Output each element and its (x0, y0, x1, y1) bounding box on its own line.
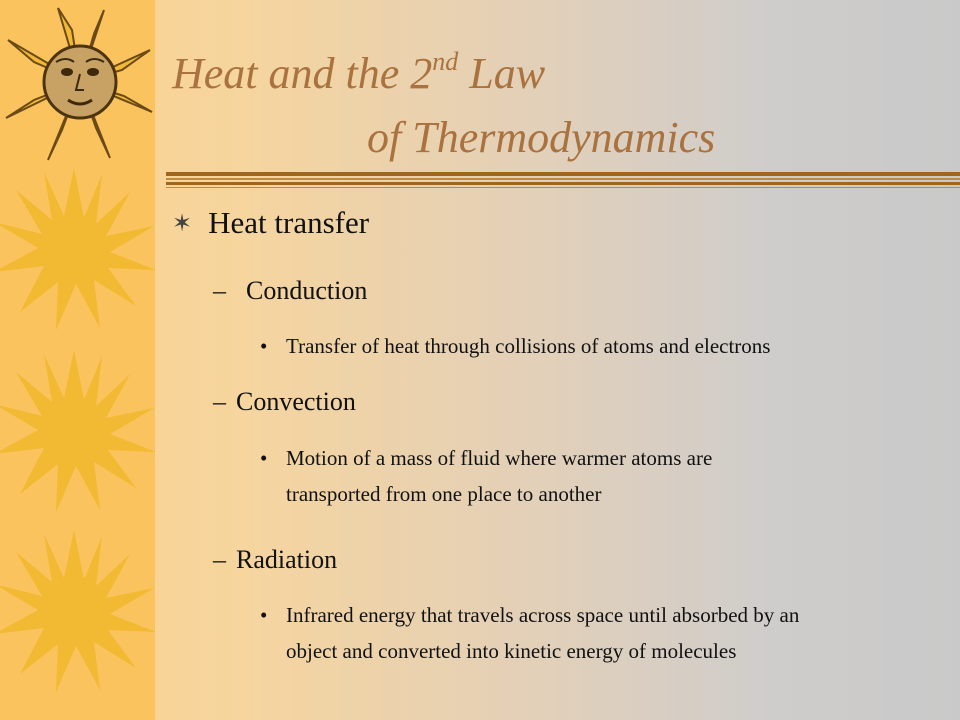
item-description: • Transfer of heat through collisions of atoms and electrons (260, 334, 771, 358)
main-bullet-text: Heat transfer (208, 205, 370, 240)
item-label: Convection (236, 387, 356, 416)
title-line-1: Heat and the 2nd Law (172, 47, 546, 98)
sun-icon (0, 168, 155, 720)
title-divider (166, 170, 960, 190)
item-convection: – Convection (213, 387, 356, 416)
slide-title (172, 42, 715, 170)
item-conduction: – Conduction (213, 276, 368, 305)
item-label: Radiation (236, 545, 338, 574)
main-bullet (172, 205, 369, 241)
item-description: • Infrared energy that travels across space until absorbed by an object and converted into kinetic energy of molecules (260, 603, 800, 663)
item-label: Conduction (246, 276, 368, 305)
star-bullet-icon: ✶ (172, 211, 193, 237)
sun-face-icon (0, 0, 160, 170)
item-description: • Motion of a mass of fluid where warmer atoms are transported from one place to another (260, 446, 713, 506)
title-line-2: of Thermodynamics (367, 113, 716, 162)
item-radiation: – Radiation (213, 545, 338, 574)
